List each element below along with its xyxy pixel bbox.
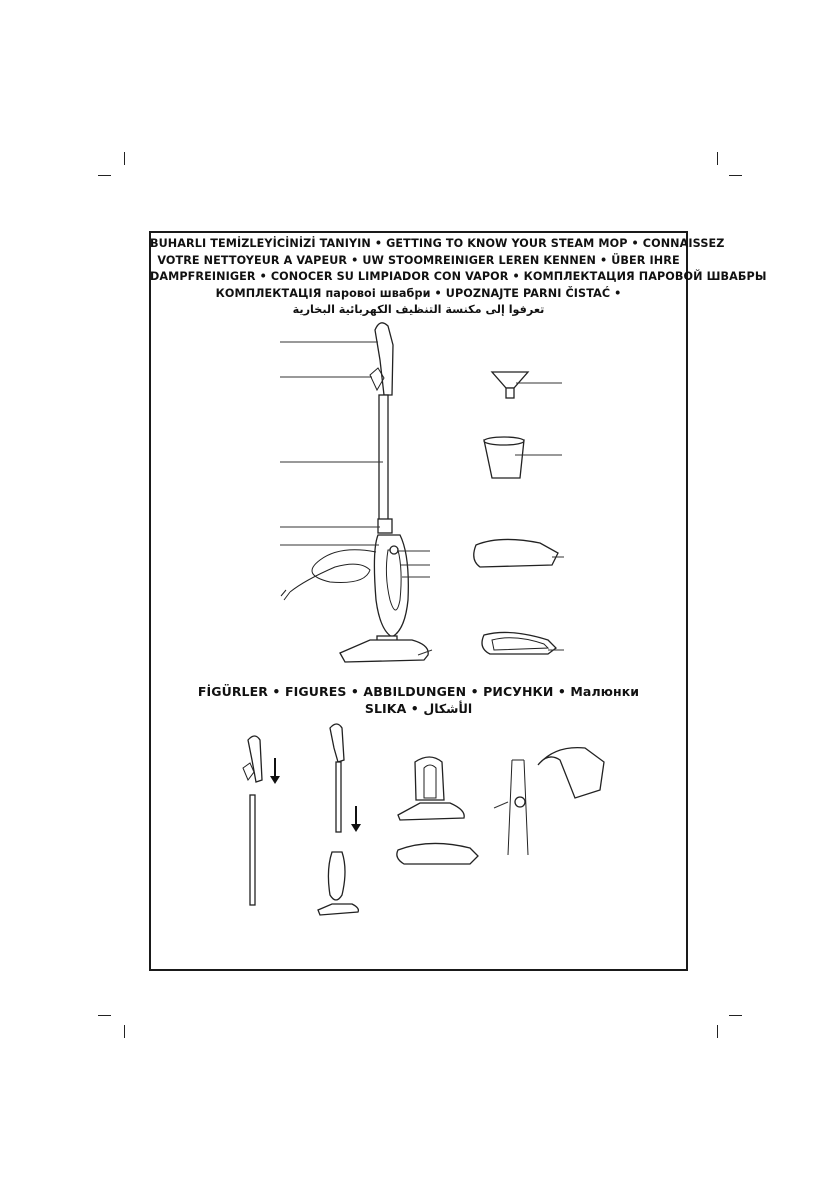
- figures-heading-line: SLIKA • الأشكال: [364, 701, 473, 716]
- heading-line-arabic: تعرفوا إلى مكنسة التنظيف الكهربائية البخارية: [292, 303, 545, 316]
- figures-heading-line: FİGÜRLER • FIGURES • ABBILDUNGEN • РИСУНКИ • Малюнки: [197, 684, 640, 699]
- heading-line: BUHARLI TEMİZLEYİCİNİZİ TANIYIN • GETTING TO KNOW YOUR STEAM MOP • CONNAISSEZ: [150, 237, 725, 250]
- steam-mop-illustration: [280, 323, 564, 662]
- figure-4: [494, 748, 604, 855]
- figure-3: [397, 757, 478, 864]
- figure-2: [318, 724, 361, 915]
- heading-line: DAMPFREINIGER • CONOCER SU LIMPIADOR CON VAPOR • КОМПЛЕКТАЦИЯ ПАРОВОЙ ШВАБРЫ: [150, 270, 767, 283]
- heading-line: VOTRE NETTOYEUR A VAPEUR • UW STOOMREINIGER LEREN KENNEN • ÜBER IHRE: [157, 253, 680, 267]
- heading-line: КОМПЛЕКТАЦІЯ паровоі швабри • UPOZNAJTE PARNI ČISTAĆ •: [215, 286, 622, 300]
- figure-1: [243, 736, 280, 905]
